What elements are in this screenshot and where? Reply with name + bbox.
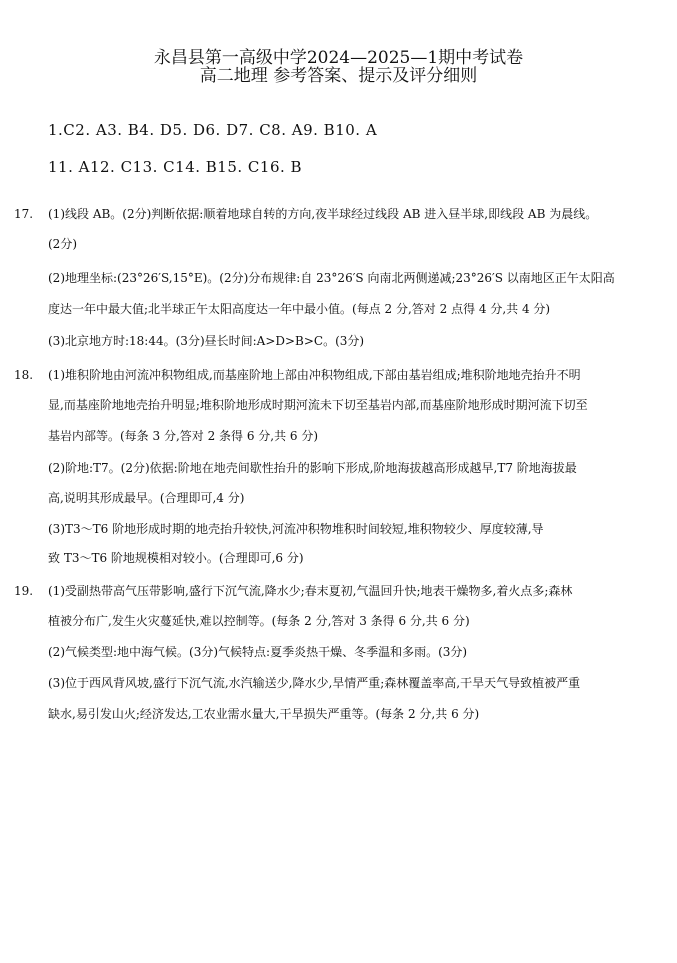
document-title: 永昌县第一高级中学2024—2025—1期中考试卷 bbox=[153, 48, 524, 68]
question-19-line: (1)受副热带高气压带影响,盛行下沉气流,降水少;春末夏初,气温回升快;地表干燥物多,着火点多;森林 bbox=[48, 584, 573, 598]
question-19-number: 19. bbox=[14, 584, 34, 598]
question-18-line: (3)T3～T6 阶地形成时期的地壳抬升较快,河流冲积物堆积时间较短,堆积物较少、厚度较薄,导 bbox=[48, 522, 544, 536]
question-19-line: 缺水,易引发山火;经济发达,工农业需水量大,干旱损失严重等。(每条 2 分,共 6 分) bbox=[48, 707, 480, 721]
question-17-line: 度达一年中最大值;北半球正午太阳高度达一年中最小值。(每点 2 分,答对 2 点得 4 分,共 4 分) bbox=[48, 302, 551, 316]
question-18-line: 高,说明其形成最早。(合理即可,4 分) bbox=[48, 491, 245, 505]
choice-answers-row-2: 11. A12. C13. C14. B15. C16. B bbox=[48, 158, 303, 176]
question-17-line: (2)地理坐标:(23°26′S,15°E)。(2分)分布规律:自 23°26′S 向南北两侧递减;23°26′S 以南地区正午太阳高 bbox=[48, 271, 615, 285]
question-17-line: (2分) bbox=[48, 237, 77, 251]
question-18-line: 显,而基座阶地地壳抬升明显;堆积阶地形成时期河流未下切至基岩内部,而基座阶地形成时期河流下切至 bbox=[48, 398, 588, 412]
question-18-number: 18. bbox=[14, 368, 34, 382]
question-19-line: (2)气候类型:地中海气候。(3分)气候特点:夏季炎热干燥、冬季温和多雨。(3分) bbox=[48, 645, 468, 659]
question-19-line: (3)位于西风背风坡,盛行下沉气流,水汽输送少,降水少,旱情严重;森林覆盖率高,干旱天气导致植被严重 bbox=[48, 676, 581, 690]
question-17-number: 17. bbox=[14, 207, 34, 221]
question-18-line: 基岩内部等。(每条 3 分,答对 2 条得 6 分,共 6 分) bbox=[48, 429, 319, 443]
document-subtitle: 高二地理 参考答案、提示及评分细则 bbox=[199, 66, 478, 86]
question-17-line: (1)线段 AB。(2分)判断依据:顺着地球自转的方向,夜半球经过线段 AB 进入昼半球,即线段 AB 为晨线。 bbox=[48, 207, 598, 221]
choice-answers-row-1: 1.C2. A3. B4. D5. D6. D7. C8. A9. B10. A bbox=[48, 121, 378, 139]
question-18-line: (1)堆积阶地由河流冲积物组成,而基座阶地上部由冲积物组成,下部由基岩组成;堆积阶地地壳抬升不明 bbox=[48, 368, 581, 382]
question-19-line: 植被分布广,发生火灾蔓延快,难以控制等。(每条 2 分,答对 3 条得 6 分,共 6 分) bbox=[48, 614, 470, 628]
question-18-line: (2)阶地:T7。(2分)依据:阶地在地壳间歇性抬升的影响下形成,阶地海拔越高形成越早,T7 阶地海拔最 bbox=[48, 461, 577, 475]
question-17-line: (3)北京地方时:18:44。(3分)昼长时间:A>D>B>C。(3分) bbox=[48, 334, 365, 348]
question-18-line: 致 T3～T6 阶地规模相对较小。(合理即可,6 分) bbox=[48, 551, 304, 565]
